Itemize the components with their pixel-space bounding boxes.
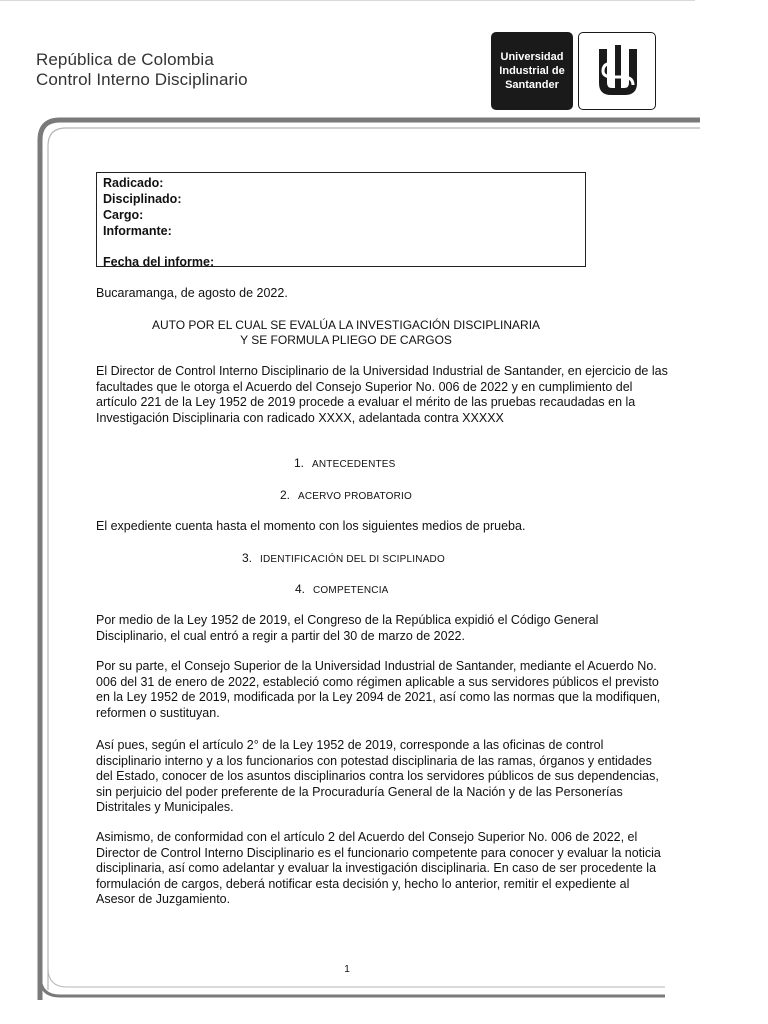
section-number: 4. [295, 582, 306, 596]
section-heading [295, 582, 389, 596]
place-date: Bucaramanga, de agosto de 2022. [96, 286, 288, 300]
evidence-paragraph: El expediente cuenta hasta el momento con los siguientes medios de prueba. [96, 519, 526, 533]
section-title: IDENTIFICACIÓN DEL DI SCIPLINADO [260, 554, 445, 565]
section-title: COMPETENCIA [313, 585, 389, 596]
section-heading [294, 456, 396, 470]
page-number: 1 [344, 964, 350, 975]
case-info-box [96, 172, 586, 267]
section-title: ACERVO PROBATORIO [298, 491, 412, 502]
document-title-line1: AUTO POR EL CUAL SE EVALÚA LA INVESTIGACIÓN DISCIPLINARIA [151, 318, 541, 332]
logo-text-line: Santander [505, 79, 559, 91]
body-paragraph: Así pues, según el artículo 2° de la Ley 1952 de 2019, corresponde a las oficinas de control disciplinario interno y a los funcionarios con potestad disciplinaria de las ramas, órganos y entidades del Estado, conocer de los asuntos disciplinarios contra los servidores públicos de sus dependencias, sin perjuicio del poder preferente de la Procuraduría General de la Nación y de las Personerías Distritales y Municipales. [96, 738, 659, 814]
section-title: ANTECEDENTES [312, 459, 396, 470]
informante-label: Informante: [103, 224, 172, 238]
body-paragraph: Asimismo, de conformidad con el artículo 2 del Acuerdo del Consejo Superior No. 006 de 2022, el Director de Control Interno Disciplinario es el funcionario competente para conocer y evaluar la noticia disciplinaria, así como adelantar y evaluar la investigación disciplinaria. En caso de ser procedente la formulación de cargos, deberá notificar esta decisión y, hecho lo anterior, remitir el expediente al Asesor de Juzgamiento. [96, 830, 661, 906]
document-title-line2: Y SE FORMULA PLIEGO DE CARGOS [240, 333, 452, 347]
section-number: 1. [294, 456, 305, 470]
section-heading [280, 488, 412, 502]
section-number: 2. [280, 488, 291, 502]
radicado-label: Radicado: [103, 176, 164, 190]
header-office: Control Interno Disciplinario [36, 70, 248, 89]
logo-text-line: Industrial de [499, 65, 565, 77]
cargo-label: Cargo: [103, 208, 144, 222]
section-number: 3. [242, 551, 253, 565]
body-paragraph: Por medio de la Ley 1952 de 2019, el Congreso de la República expidió el Código General Disciplinario, el cual entró a regir a partir del 30 de marzo de 2022. [96, 613, 599, 643]
intro-paragraph: El Director de Control Interno Disciplinario de la Universidad Industrial de Santander, en ejercicio de las facultades que le otorga el Acuerdo del Consejo Superior No. 006 de 2022 y en cumplimiento del artículo 221 de la Ley 1952 de 2019 procede a evaluar el mérito de las pruebas recaudadas en la Investigación Disciplinaria con radicado XXXX, adelantada contra XXXXX [96, 364, 668, 425]
header-country: República de Colombia [36, 50, 214, 69]
logo-text-line: Universidad [500, 51, 564, 63]
fecha-label: Fecha del informe: [103, 255, 215, 269]
disciplinado-label: Disciplinado: [103, 192, 182, 206]
section-heading [242, 551, 445, 565]
body-paragraph: Por su parte, el Consejo Superior de la Universidad Industrial de Santander, mediante el Acuerdo No. 006 del 31 de enero de 2022, estableció como régimen aplicable a sus servidores públicos el previsto en la Ley 1952 de 2019, modificada por la Ley 2094 de 2021, así como las normas que la modifiquen, reformen o sustituyan. [96, 659, 661, 720]
